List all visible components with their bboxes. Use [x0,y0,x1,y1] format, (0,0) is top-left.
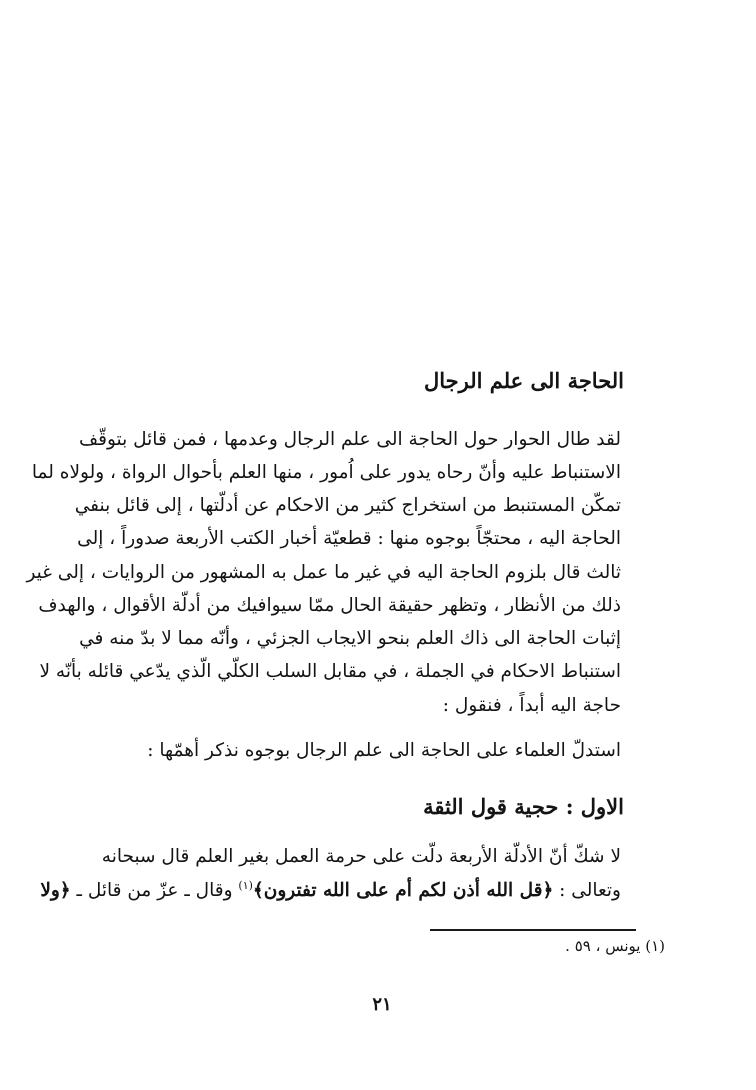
quran-quote: ﴿ولا [40,880,71,901]
paragraph-line: استدلّ العلماء على الحاجة الى علم الرجال بوجوه نذكر أهمّها : [147,740,621,761]
paragraph-line: الاستنباط عليه وأنّ رحاه يدور على اُمور ، منها العلم بأحوال الرواة ، ولولاه لما [31,462,621,483]
paragraph-text: وتعالى : [553,880,621,901]
paragraph-line [40,876,621,906]
subsection-heading: الاول : حجية قول الثقة [423,794,624,819]
paragraph-line: لقد طال الحوار حول الحاجة الى علم الرجال وعدمها ، فمن قائل بتوقّف [78,429,621,450]
footnote: (١) يونس ، ٥٩ . [565,937,665,955]
paragraph-line: إثبات الحاجة الى ذاك العلم بنحو الايجاب الجزئي ، وأنّه مما لا بدّ منه في [79,628,621,649]
paragraph-line: حاجة اليه أبداً ، فنقول : [442,695,621,716]
page-number: ٢١ [372,994,392,1015]
footnote-divider [430,929,636,931]
quran-quote: ﴿قل الله أذن لكم أم على الله تفترون﴾ [252,880,554,901]
footnote-marker: (١) [238,878,253,892]
paragraph-line: الحاجة اليه ، محتجّاً بوجوه منها : قطعيّة أخبار الكتب الأربعة صدوراً ، إلى [77,528,621,549]
paragraph-line: استنباط الاحكام في الجملة ، في مقابل السلب الكلّي الّذي يدّعي قائله بأنّه لا [39,661,621,682]
paragraph-line: ذلك من الأنظار ، وتظهر حقيقة الحال ممّا سيوافيك من أدلّة الأقوال ، والهدف [38,595,621,616]
paragraph-line: ثالث قال بلزوم الحاجة اليه في غير ما عمل به المشهور من الروايات ، إلى غير [26,562,621,583]
paragraph-text: وقال ـ عزّ من قائل ـ [70,880,239,901]
paragraph-line: لا شكّ أنّ الأدلّة الأربعة دلّت على حرمة العمل بغير العلم قال سبحانه [101,846,621,867]
paragraph-line: تمكّن المستنبط من استخراج كثير من الاحكام عن أدلّتها ، إلى قائل بنفي [74,495,621,516]
section-heading: الحاجة الى علم الرجال [423,368,624,393]
